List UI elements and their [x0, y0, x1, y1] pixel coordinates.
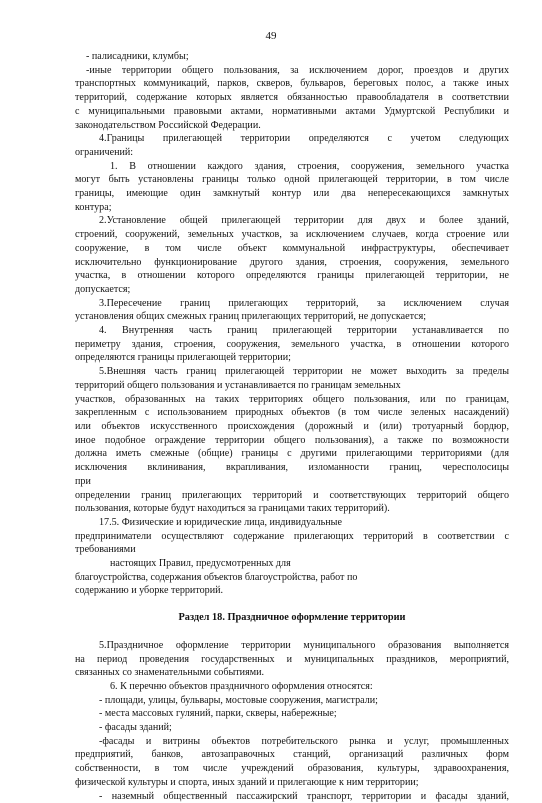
text-line: 2.Установление общей прилегающей территории для двух и более зданий,	[99, 215, 509, 227]
text-line: определении границ прилегающих территорий и соответствующих территорий общего	[75, 489, 509, 501]
text-line: контура;	[75, 201, 112, 213]
text-line: границы, имеющие один замкнутый контур или два непересекающихся замкнутых	[75, 188, 509, 200]
text-line: предприниматели осуществляют содержание прилегающих территорий в соответствии с	[75, 530, 509, 542]
text-line: - палисадники, клумбы;	[86, 51, 189, 62]
text-line: ограничений:	[75, 146, 134, 158]
text-line: на период проведения государственных и муниципальных праздников, мероприятий,	[75, 653, 509, 665]
text-line: при	[75, 475, 91, 487]
text-line: или объектов искусственного происхождения (дорожный и (или) тротуарный бордюр,	[75, 420, 509, 432]
page-number: 49	[265, 30, 277, 42]
text-line: требованиями	[75, 544, 136, 556]
text-line: -иные территории общего пользования, за исключением дорог, проездов и других	[86, 64, 509, 76]
text-line: содержанию и уборке территорий.	[75, 585, 224, 597]
text-line: исключения вклинивания, вкрапливания, изломанности границ, чересполосицы	[75, 462, 509, 474]
text-line: определяются границы прилегающей территории;	[75, 352, 291, 364]
text-line: - наземный общественный пассажирский транспорт, территории и фасады зданий,	[99, 790, 509, 802]
text-line: участков, образованных на таких территориях общего пользования, или по границам,	[75, 393, 509, 405]
text-line: могут быть установлены границы только одной прилегающей территории, в том числе	[75, 174, 509, 186]
text-line: 3.Пересечение границ прилегающих территорий, за исключением случая	[99, 297, 509, 309]
text-line: благоустройства, содержания объектов благоустройства, работ по	[75, 571, 358, 583]
text-line: сооружение, в том числе объект коммунальной инфраструктуры, обеспечивает	[75, 242, 509, 254]
text-line: собственности, в том числе учреждений образования, культуры, здравоохранения,	[75, 763, 509, 775]
text-line: 1. В отношении каждого здания, строения, сооружения, земельного участка	[110, 160, 509, 172]
text-line: исключительно функционирование другого здания, строения, сооружения, земельного	[75, 256, 509, 268]
text-line: пользования, которые будут находиться за границами таких территорий).	[75, 503, 390, 515]
text-line: периметру здания, строения, сооружения, земельного участка, в отношении которого	[75, 338, 509, 350]
text-line: закрепленным с использованием природных объектов (в том числе зеленых насаждений)	[75, 407, 509, 419]
text-line: должна иметь смежные (общие) границы с другими прилегающими территориями (для	[75, 448, 509, 460]
section-heading: Раздел 18. Праздничное оформление территории	[178, 612, 406, 624]
text-line: 6. К перечню объектов праздничного оформления относятся:	[110, 680, 373, 692]
text-line: связанных со знаменательными событиями.	[75, 667, 265, 679]
text-line: 17.5. Физические и юридические лица, индивидуальные	[99, 516, 342, 528]
text-line: предприятий, банков, автозаправочных станций, организаций различных форм	[75, 749, 509, 761]
text-line: иное подобное ограждение территории общего пользования), а также по возможности	[75, 434, 509, 446]
text-line: участка, в отношении которого определяются границы прилегающей территории, не	[75, 270, 509, 282]
text-line: допускается;	[75, 283, 131, 295]
text-line: - фасады зданий;	[99, 722, 172, 734]
text-line: строений, сооружений, земельных участков, за исключением случаев, когда строение или	[75, 229, 509, 241]
text-line: - места массовых гуляний, парки, скверы, набережные;	[99, 708, 337, 720]
text-line: -фасады и витрины объектов потребительского рынка и услуг, промышленных	[99, 735, 509, 747]
text-line: - площади, улицы, бульвары, мостовые сооружения, магистрали;	[99, 694, 378, 706]
text-line: физической культуры и спорта, иных зданий и прилегающие к ним территории;	[75, 776, 419, 788]
text-line: 5.Внешняя часть границ прилегающей территории не может выходить за пределы	[99, 366, 509, 378]
text-line: территорий, содержание которых является обязанностью правообладателя в соответствии	[75, 92, 509, 104]
text-line: законодательством Российской Федерации.	[75, 119, 261, 131]
document-body	[75, 50, 509, 803]
text-line: 5.Праздничное оформление территории муниципального образования выполняется	[99, 639, 509, 651]
text-line: 4.Границы прилегающей территории определяются с учетом следующих	[99, 133, 509, 145]
text-line: с муниципальными правовыми актами, нормативными актами Удмуртской Республики и	[75, 105, 509, 117]
text-line: настоящих Правил, предусмотренных для	[110, 558, 291, 570]
text-line: территорий общего пользования и устанавливается по границам земельных	[75, 379, 401, 391]
text-line: 4. Внутренняя часть границ прилегающей территории устанавливается по	[99, 325, 509, 337]
text-line: установления общих смежных границ прилегающих территорий, не допускается;	[75, 311, 427, 323]
text-line: транспортных коммуникаций, парков, скверов, бульваров, береговых полос, а также иных	[75, 78, 509, 90]
